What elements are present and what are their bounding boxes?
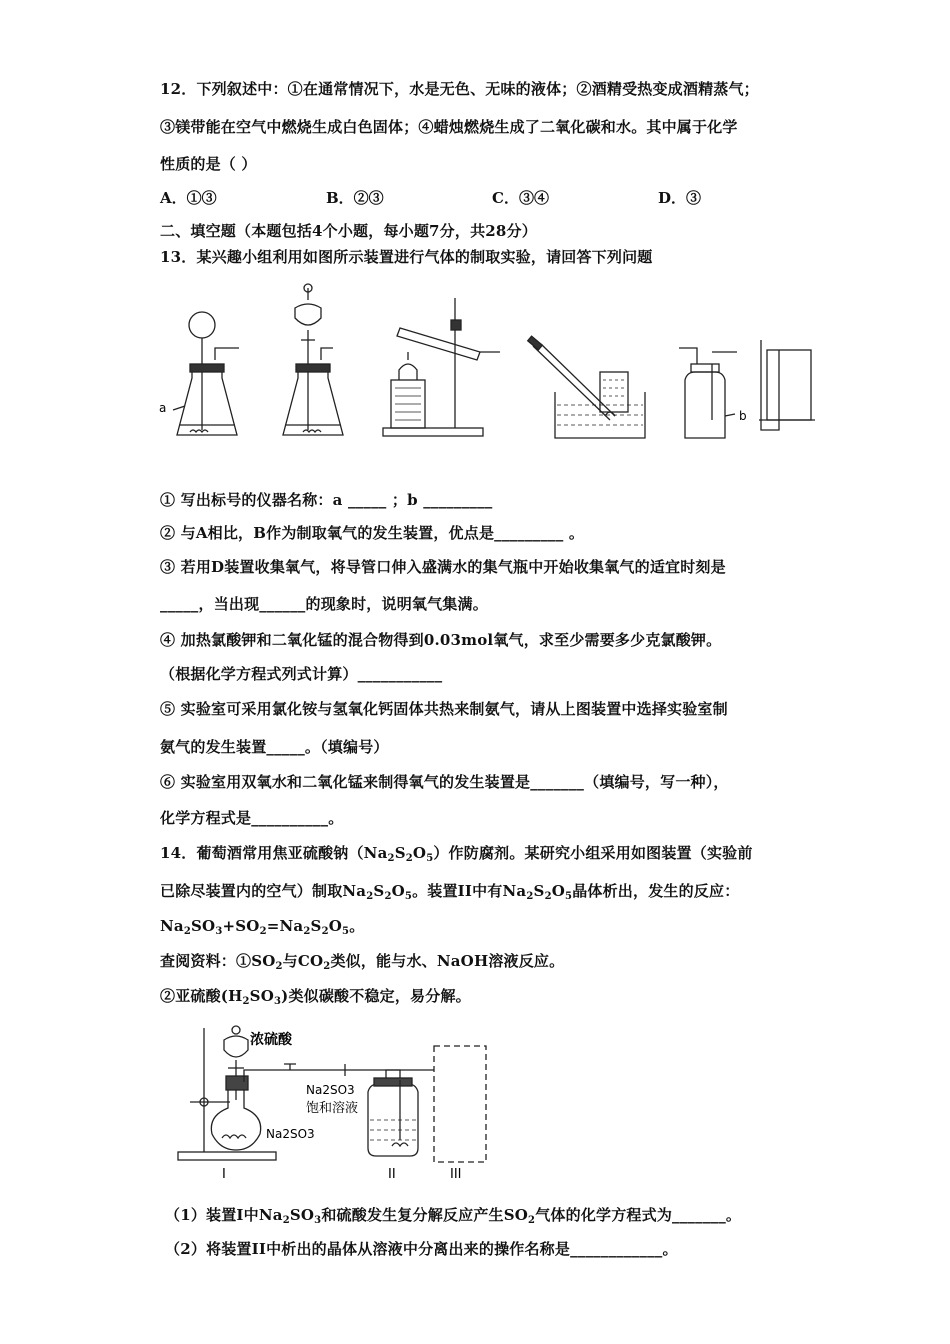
q13-part6-line2: 化学方程式是__________。 xyxy=(160,809,344,827)
label-na2so3-saturated: Na2SO3 xyxy=(306,1083,355,1097)
q14-line2: 已除尽装置内的空气）制取$Na_2S_2O_5$。装置II中有$Na_2S_2O_5$晶体析出，发生的反应： xyxy=(160,882,740,902)
q12-option-a[interactable]: A．①③ xyxy=(160,189,217,207)
q12-option-c[interactable]: C．③④ xyxy=(492,189,549,207)
label-a: a xyxy=(159,401,167,415)
label-III: III xyxy=(450,1167,462,1182)
apparatus-b xyxy=(283,284,343,435)
q14-sub1: （1）装置I中$Na_2SO_3$和硫酸发生复分解反应产生$SO_2$气体的化学方程式为_______。 xyxy=(165,1206,742,1226)
q12-option-d[interactable]: D．③ xyxy=(658,189,702,207)
q13-part5-line2: 氨气的发生装置_____。（填编号） xyxy=(160,738,389,756)
label-b: b xyxy=(739,409,747,423)
q14-info1: 查阅资料：$①SO_2$与$CO_2$类似，能与水、NaOH溶液反应。 xyxy=(160,952,565,972)
section-heading: 二、填空题（本题包括4个小题，每小题7分，共28分） xyxy=(160,222,537,240)
q14-line1: 14．葡萄酒常用焦亚硫酸钠$(Na_2S_2O_5)$作防腐剂。某研究小组采用如图装置（实验前 xyxy=(160,844,753,864)
q13-apparatus-figure xyxy=(155,280,825,445)
q12-option-b[interactable]: B．②③ xyxy=(326,189,384,207)
q13-part6-line1: ⑥ 实验室用双氧水和二氧化锰来制得氧气的发生装置是_______（填编号，写一种）， xyxy=(160,773,729,791)
label-II: II xyxy=(388,1167,396,1182)
q13-part5-line1: ⑤ 实验室可采用氯化铵与氢氧化钙固体共热来制氨气，请从上图装置中选择实验室制 xyxy=(160,700,728,718)
q12-line1: 12．下列叙述中：①在通常情况下，水是无色、无味的液体；②酒精受热变成酒精蒸气； xyxy=(160,80,759,98)
q13-part3-line2: _____，当出现______的现象时，说明氧气集满。 xyxy=(160,595,488,613)
q13-stem: 13．某兴趣小组利用如图所示装置进行气体的制取实验，请回答下列问题 xyxy=(160,248,653,266)
q13-part2: ② 与A相比，B作为制取氧气的发生装置，优点是_________ 。 xyxy=(160,524,585,542)
label-na2so3: Na2SO3 xyxy=(266,1127,315,1141)
apparatus-e xyxy=(679,348,737,438)
q12-line3: 性质的是（ ） xyxy=(160,155,257,173)
q12-line2: ③镁带能在空气中燃烧生成白色固体；④蜡烛燃烧生成了二氧化碳和水。其中属于化学 xyxy=(160,118,738,136)
q13-part3-line1: ③ 若用D装置收集氧气，将导管口伸入盛满水的集气瓶中开始收集氧气的适宜时刻是 xyxy=(160,558,726,576)
label-conc-sulfuric-acid: 浓硫酸 xyxy=(250,1032,292,1048)
q13-part1: ① 写出标号的仪器名称：a _____ ；b _________ xyxy=(160,491,493,509)
q14-apparatus-figure xyxy=(170,1020,510,1185)
q14-equation: $Na_2SO_3+SO_2=Na_2S_2O_5$。 xyxy=(160,917,365,937)
apparatus-c xyxy=(383,298,500,436)
apparatus-f xyxy=(759,340,815,430)
q13-part4-line1: ④ 加热氯酸钾和二氧化锰的混合物得到0.03mol氧气，求至少需要多少克氯酸钾。 xyxy=(160,631,722,649)
apparatus-a xyxy=(173,312,239,435)
q14-info2: ②亚硫酸$(H_2SO_3)$类似碳酸不稳定，易分解。 xyxy=(160,987,471,1007)
label-saturated-solution: 饱和溶液 xyxy=(306,1101,359,1116)
apparatus-d xyxy=(528,336,645,438)
q13-part4-line2: （根据化学方程式列式计算）___________ xyxy=(160,665,443,683)
q14-sub2: （2）将装置II中析出的晶体从溶液中分离出来的操作名称是____________。 xyxy=(165,1240,678,1258)
label-I: I xyxy=(222,1167,226,1182)
